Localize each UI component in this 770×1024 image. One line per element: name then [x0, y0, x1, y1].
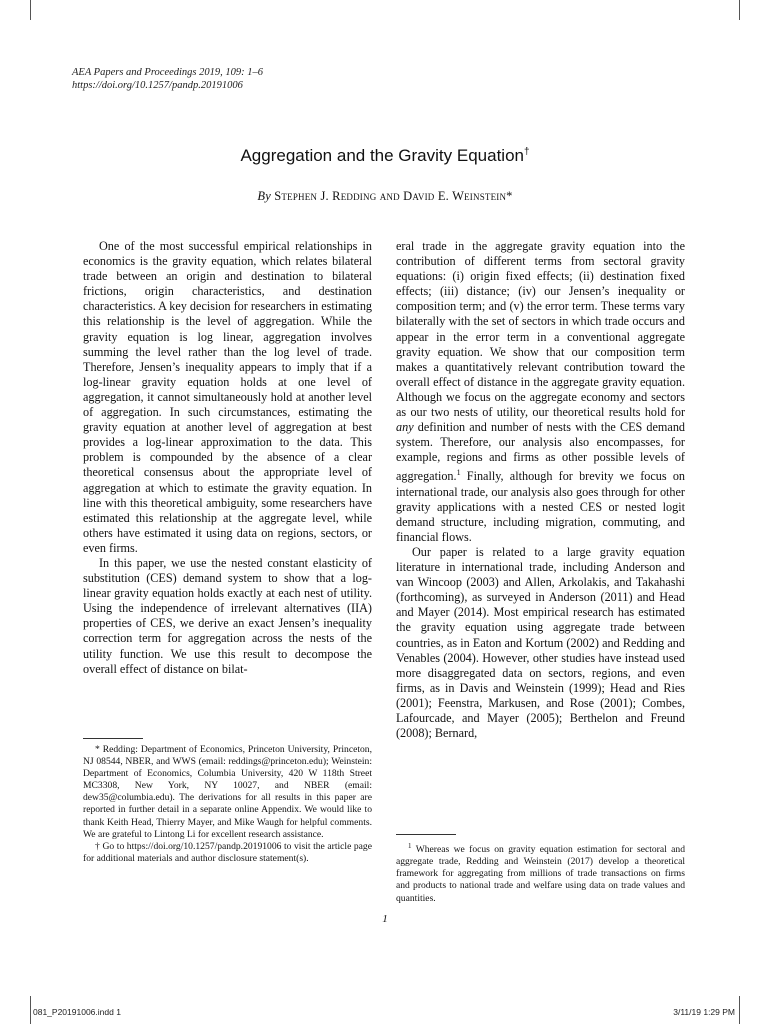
- footnote-rule-right: [396, 834, 456, 835]
- left-column: [83, 239, 372, 677]
- title-text: Aggregation and the Gravity Equation: [240, 146, 524, 165]
- crop-mark-bottom-left: [30, 996, 31, 1024]
- dagger-footnote: † Go to https://doi.org/10.1257/pandp.20191006 to visit the article page for additional materials and author disclosure statement(s).: [83, 840, 372, 864]
- journal-citation: AEA Papers and Proceedings 2019, 109: 1–6: [72, 67, 264, 78]
- right-p1-part-a: eral trade in the aggregate gravity equation into the contribution of different terms from sectoral gravity equations: (i) origin fixed effects; (ii) destination fixed effects; (iii) distance; (iv) our Jensen’s inequality or composition term; and (v) the error term. These terms vary bilaterally with the set of sectors in which trade occurs and appear in the error term in a conventional aggregate gravity equation. We show that our composition term makes a quantitatively relevant contribution toward the overall effect of distance in the aggregate gravity equation. Although we focus on the aggregate economy and sectors as our two nests of utility, our theoretical results hold for: [396, 239, 685, 420]
- left-paragraph-1: One of the most successful empirical relationships in economics is the gravity equation, which relates bilateral trade between an origin and destination to bilateral frictions, origin characteristics, and destination characteristics. A key decision for researchers in estimating this relationship is the level of aggregation. While the gravity equation is log linear, aggregation involves summing the level rather than the log level of trade. Therefore, Jensen’s inequality appears to imply that if a log-linear gravity equation holds at one level of aggregation, it cannot simultaneously hold at another level of aggregation. In such circumstances, estimating the gravity equation at another level of aggregation at best provides a log-linear approximation to the data. This problem is compounded by the absence of a clear theoretical consensus about the appropriate level of aggregation at which to estimate the gravity equation. In line with this theoretical ambiguity, some researchers have estimated this relationship at the aggregate level, while others have estimated it using data on regions, sectors, or even firms.: [83, 239, 373, 555]
- title-dagger: †: [523, 146, 530, 158]
- doi-link[interactable]: https://doi.org/10.1257/pandp.20191006: [72, 80, 243, 91]
- byline-authors: Stephen J. Redding and David E. Weinstein*: [274, 189, 513, 203]
- crop-mark-top-right: [739, 0, 740, 20]
- byline-by: By: [257, 189, 271, 203]
- footnote-ref-1[interactable]: 1: [456, 468, 461, 478]
- right-p1-part-c: Finally, although for brevity we focus on international trade, our analysis also goes through for other gravity applications with a nested CES or nested logit demand structure, including migration, commuting, and financial flows.: [396, 469, 686, 544]
- footnote-rule-left: [83, 738, 143, 739]
- journal-header: [72, 66, 263, 92]
- left-paragraph-2: In this paper, we use the nested constant elasticity of substitution (CES) demand system to show that a log-linear gravity equation holds exactly at each nest of utility. Using the independence of irrelevant alternatives (IIA) properties of CES, we derive an exact Jensen’s inequality correction term for aggregation across the nests of the utility function. We use this result to decompose the overall effect of distance on bilat-: [83, 555, 372, 676]
- right-footnotes: [396, 840, 685, 905]
- author-byline: [0, 189, 770, 204]
- crop-mark-bottom-right: [739, 996, 740, 1024]
- author-affiliation-footnote: * Redding: Department of Economics, Princeton University, Princeton, NJ 08544, NBER, and WWS (email: reddings@princeton.edu); Weinstein: Department of Economics, Columbia University, 420 W 118th Street MC3308, New York, NY 10027, and NBER (email: dew35@columbia.edu). The derivations for all results in this paper are reported in further detail in a separate online Appendix. We would like to thank Keith Head, Thierry Mayer, and Mike Waugh for helpful comments. We are grateful to Lintong Li for excellent research assistance.: [83, 744, 372, 840]
- footnote-1-text: Whereas we focus on gravity equation estimation for sectoral and aggregate trade, Redding and Weinstein (2017) develop a theoretical framework for aggregating from millions of trade transactions on firms and products to national trade and welfare using data on trade values and quantities.: [396, 844, 685, 904]
- crop-mark-top-left: [30, 0, 31, 20]
- left-footnotes: [83, 744, 372, 865]
- right-p1-part-b: definition and number of nests with the CES demand system. Therefore, our analysis also encompasses, for example, regions and firms as other possible levels of aggregation.: [396, 420, 686, 484]
- right-column: [396, 239, 685, 741]
- paper-title: [0, 146, 770, 166]
- slug-date: 3/11/19 1:29 PM: [673, 1007, 735, 1017]
- right-paragraph-2: Our paper is related to a large gravity equation literature in international trade, including Anderson and van Wincoop (2003) and Allen, Arkolakis, and Takahashi (forthcoming), as surveyed in Anderson (2011) and Head and Mayer (2014). Most empirical research has estimated the gravity equation using aggregate trade between countries, as in Eaton and Kortum (2002) and Redding and Venables (2004). However, other studies have instead used more disaggregated data on sectors, regions, and even firms, as in Davis and Weinstein (1999); Head and Ries (2001); Feenstra, Markusen, and Rose (2001); Combes, Lafourcade, and Mayer (2005); Berthelon and Freund (2008); Bernard,: [396, 544, 685, 741]
- page-number: 1: [382, 913, 388, 925]
- footnote-1-number: 1: [408, 842, 412, 850]
- footnote-1: [396, 840, 685, 905]
- right-p1-emphasis: any: [396, 420, 414, 435]
- right-paragraph-1: [396, 239, 685, 545]
- slug-filename: 081_P20191006.indd 1: [33, 1007, 121, 1017]
